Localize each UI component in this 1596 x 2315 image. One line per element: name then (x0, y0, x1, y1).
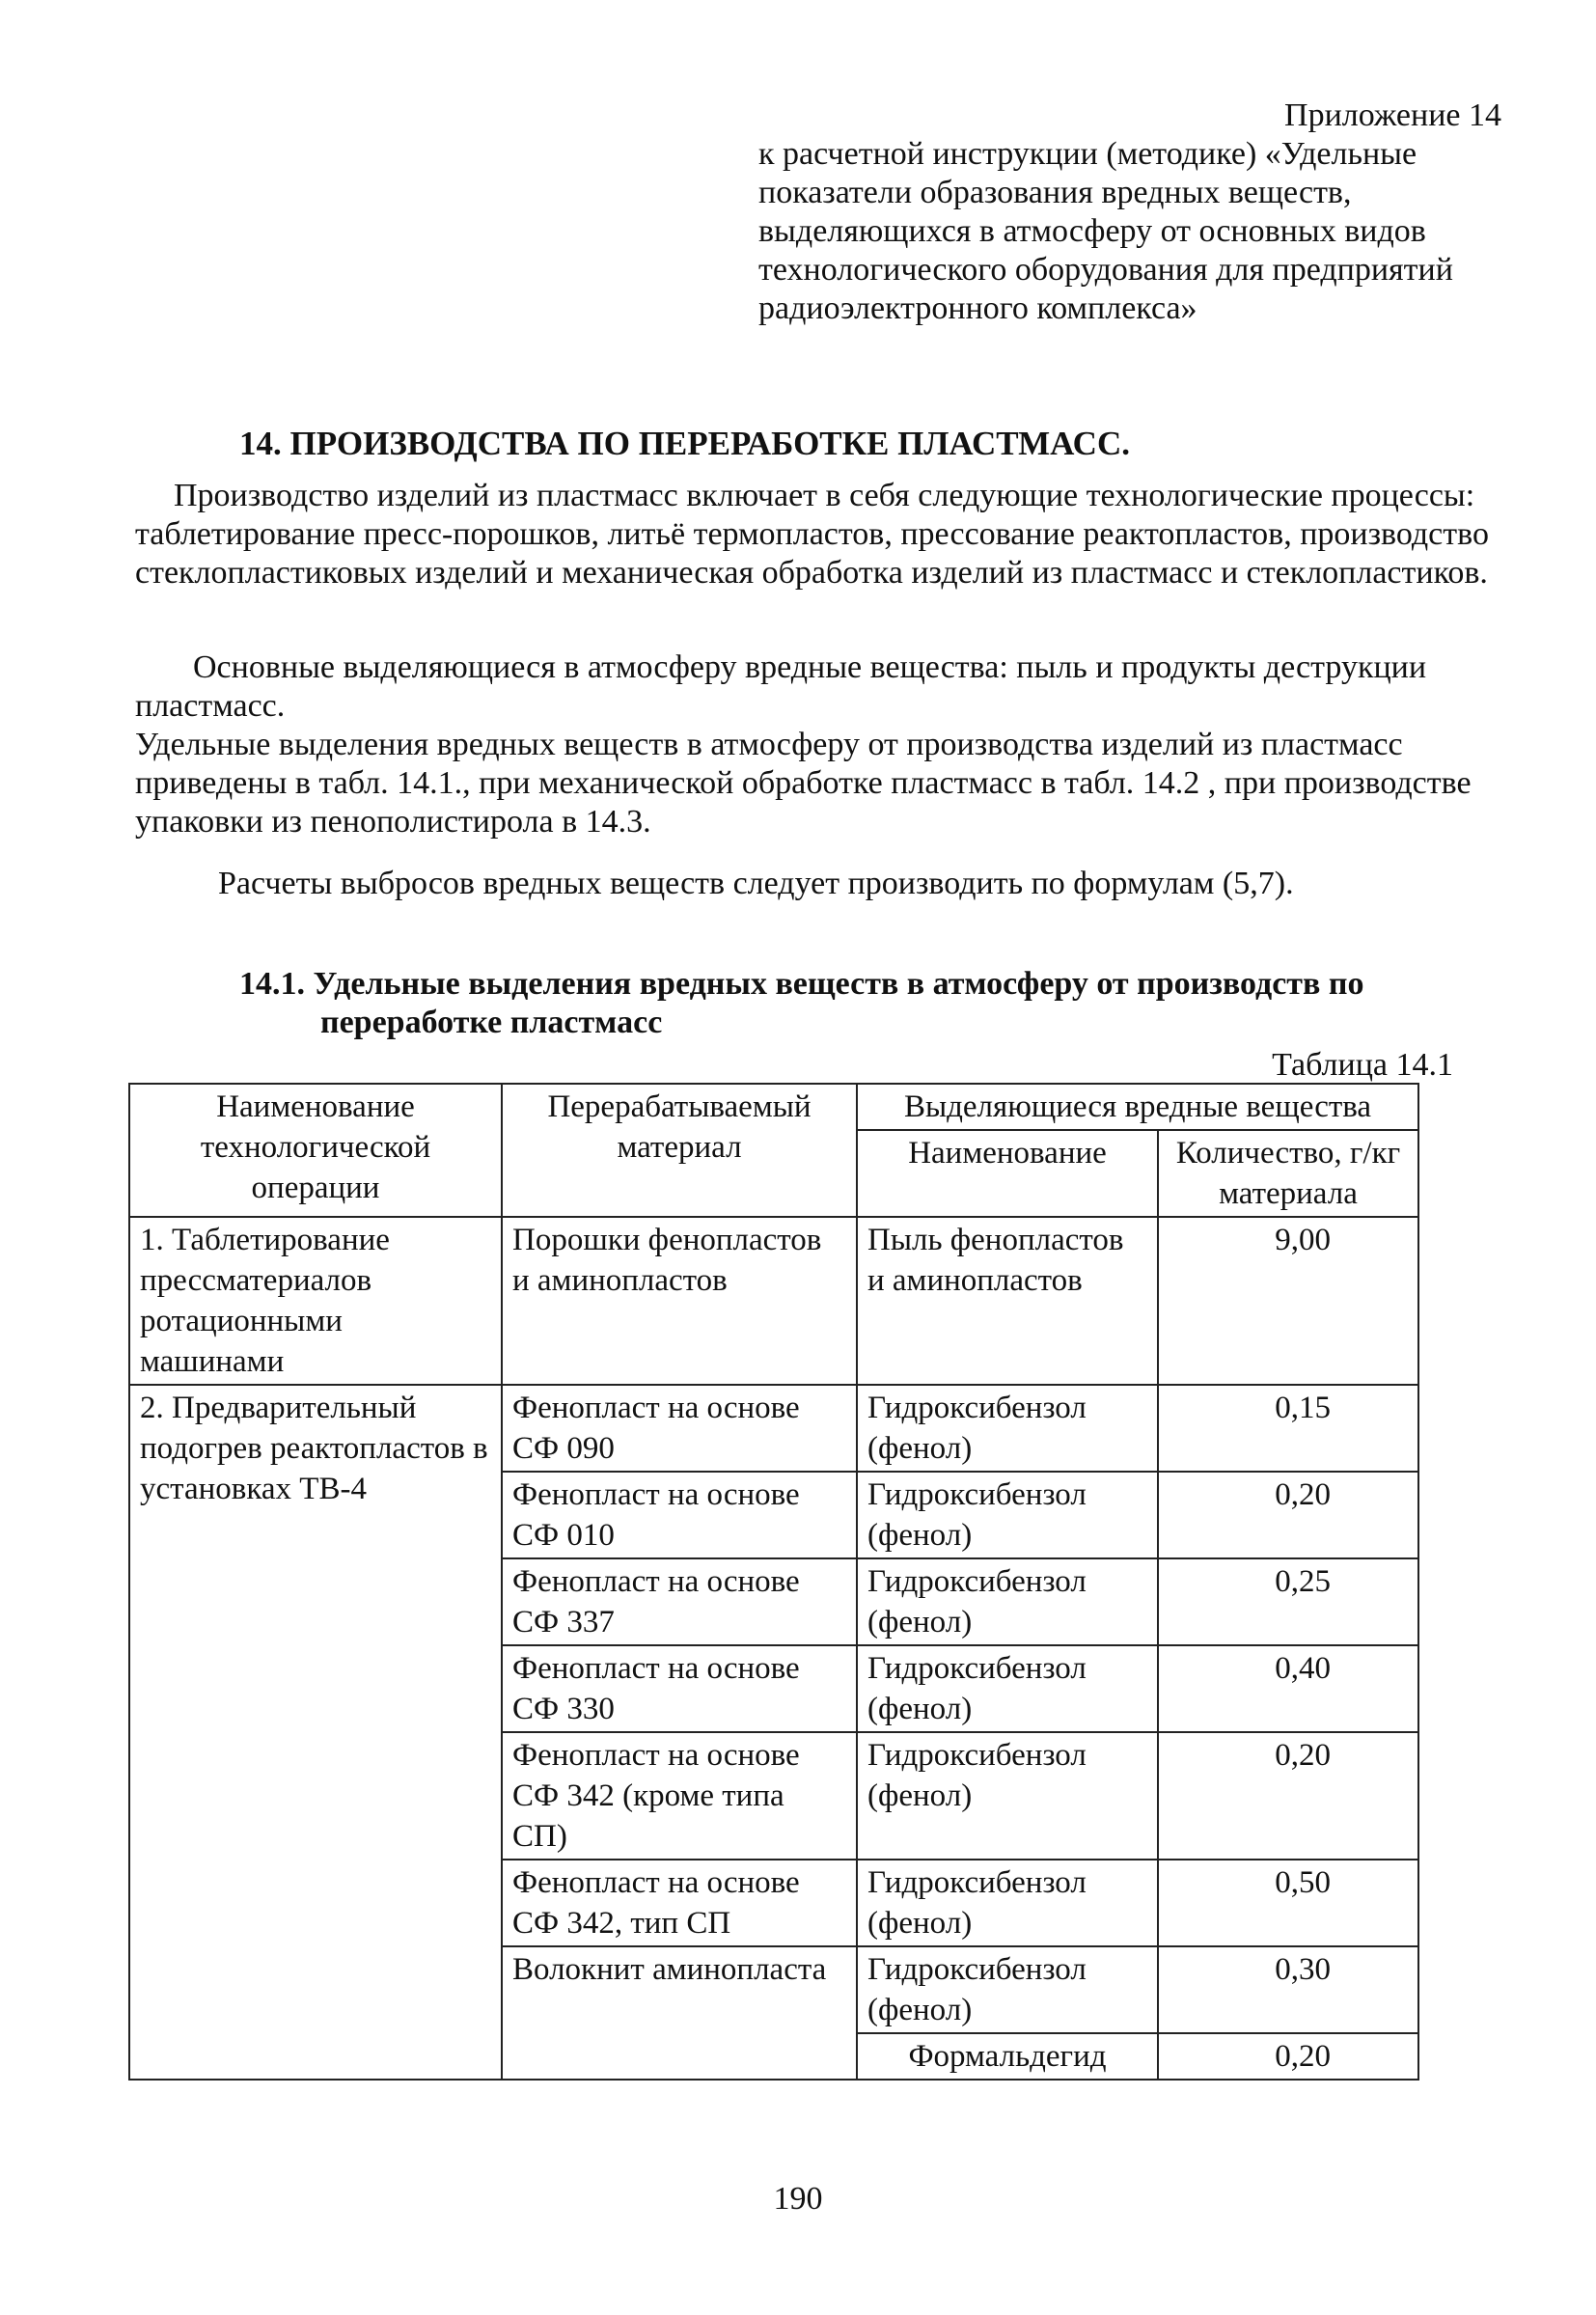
cell-material: Фенопласт на основе СФ 342, тип СП (502, 1860, 857, 1946)
cell-value: 0,20 (1158, 1732, 1418, 1860)
subsection-title (239, 965, 1494, 1042)
emissions-table (128, 1083, 1419, 2081)
paragraph-substances: Основные выделяющиеся в атмосферу вредные вещества: пыль и продукты деструкции пластмасс. (135, 649, 1427, 724)
subsection-title-line1: 14.1. Удельные выделения вредных веществ в атмосферу от производств по (239, 966, 1364, 1002)
cell-operation: 1. Таблетирование прессматериалов ротационными машинами (129, 1217, 502, 1385)
cell-material: Фенопласт на основе СФ 330 (502, 1645, 857, 1732)
cell-substance: Гидроксибензол (фенол) (857, 1645, 1158, 1732)
page-number: 190 (773, 2181, 823, 2217)
appendix-text: к расчетной инструкции (методике) «Удельные показатели образования вредных веществ, выделяющихся в атмосферу от основных видов технологического оборудования для предприятий радиоэлектронного комплекса» (758, 136, 1453, 326)
table-label: Таблица 14.1 (1272, 1047, 1453, 1083)
cell-operation: 2. Предварительный подогрев реактопластов в установках ТВ-4 (129, 1385, 502, 2080)
table-row (129, 1217, 1418, 1385)
cell-substance: Гидроксибензол (фенол) (857, 1472, 1158, 1558)
cell-material: Фенопласт на основе СФ 010 (502, 1472, 857, 1558)
cell-value: 0,50 (1158, 1860, 1418, 1946)
cell-substance: Пыль фенопластов и аминопластов (857, 1217, 1158, 1385)
cell-substance: Гидроксибензол (фенол) (857, 1558, 1158, 1645)
cell-material: Фенопласт на основе СФ 342 (кроме типа СП) (502, 1732, 857, 1860)
header-quantity: Количество, г/кг материала (1158, 1130, 1418, 1217)
cell-substance: Гидроксибензол (фенол) (857, 1732, 1158, 1860)
header-name: Наименование (857, 1130, 1158, 1217)
cell-material: Фенопласт на основе СФ 090 (502, 1385, 857, 1472)
cell-substance: Гидроксибензол (фенол) (857, 1946, 1158, 2033)
cell-material: Волокнит аминопласта (502, 1946, 857, 2080)
cell-substance: Формальдегид (857, 2033, 1158, 2080)
section-title: 14. ПРОИЗВОДСТВА ПО ПЕРЕРАБОТКЕ ПЛАСТМАСС. (239, 425, 1130, 462)
cell-value: 9,00 (1158, 1217, 1418, 1385)
cell-material: Порошки фенопластов и аминопластов (502, 1217, 857, 1385)
paragraph-references: Удельные выделения вредных веществ в атмосферу от производства изделий из пластмасс приведены в табл. 14.1., при механической обработке пластмасс в табл. 14.2 , при производстве упаковки из пенополистирола в 14.3. (135, 727, 1472, 840)
cell-value: 0,20 (1158, 1472, 1418, 1558)
cell-substance: Гидроксибензол (фенол) (857, 1385, 1158, 1472)
subsection-title-line2: переработке пластмасс (320, 1005, 663, 1040)
header-material: Перерабатываемый материал (502, 1084, 857, 1217)
cell-value: 0,15 (1158, 1385, 1418, 1472)
appendix-title: Приложение 14 (1284, 97, 1501, 133)
header-substances: Выделяющиеся вредные вещества (857, 1084, 1418, 1130)
paragraph-processes: Производство изделий из пластмасс включает в себя следующие технологические процессы: таблетирование пресс-порошков, литьё термопластов, прессование реактопластов, производство стеклопластиковых изделий и механическая обработка изделий из пластмасс и стеклопластиков. (135, 478, 1489, 591)
table-header-row (129, 1084, 1418, 1130)
paragraph-formulas: Расчеты выбросов вредных веществ следует производить по формулам (5,7). (218, 866, 1294, 901)
cell-material: Фенопласт на основе СФ 337 (502, 1558, 857, 1645)
cell-value: 0,20 (1158, 2033, 1418, 2080)
header-operation: Наименование технологической операции (129, 1084, 502, 1217)
appendix-note (758, 96, 1501, 328)
cell-value: 0,40 (1158, 1645, 1418, 1732)
cell-value: 0,30 (1158, 1946, 1418, 2033)
cell-value: 0,25 (1158, 1558, 1418, 1645)
table-row (129, 1385, 1418, 1472)
cell-substance: Гидроксибензол (фенол) (857, 1860, 1158, 1946)
